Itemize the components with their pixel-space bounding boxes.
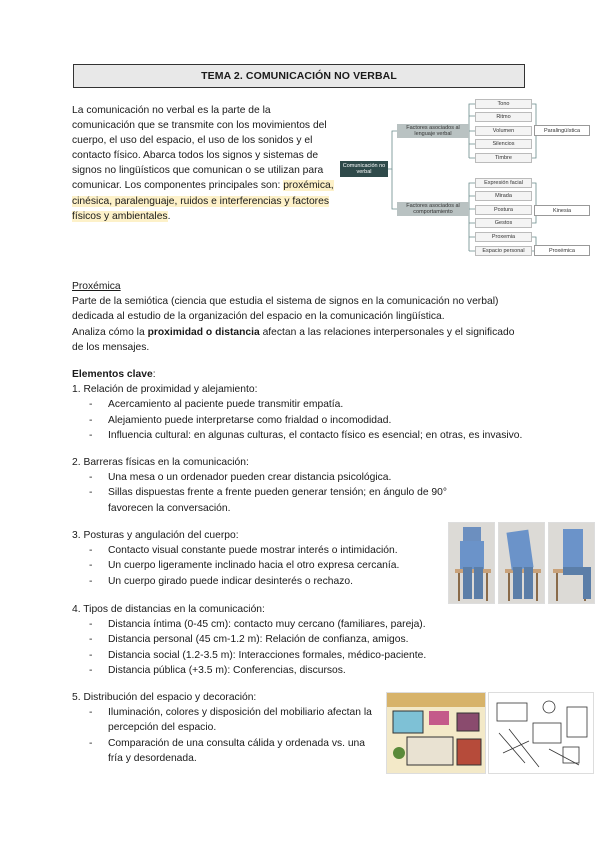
- p2-end: afectan a las relaciones interpersonales y el significado de los mensajes.: [72, 326, 515, 353]
- list-item: - Un cuerpo girado puede indicar desinterés o rechazo.: [72, 574, 442, 589]
- intro-text: La comunicación no verbal es la parte de la comunicación que se transmite con los movimientos del cuerpo, el uso del espacio, el uso de los sonidos y el contacto físico. Abarca todos los signos y sistemas de signos no lingüísticos que comunican o se utilizan para comunicar. Los componentes principales son:: [72, 105, 327, 192]
- s5-heading: 5. Distribución del espacio y decoración:: [72, 692, 257, 703]
- elementos-title: Elementos clave: [72, 369, 153, 380]
- list-item: - Iluminación, colores y disposición del mobiliario afectan la percepción del espacio.: [72, 705, 372, 735]
- diagram-leaf: Mirada: [475, 191, 532, 201]
- diagram-leaf: Expresión facial: [475, 178, 532, 188]
- list-item: - Acercamiento al paciente puede transmitir empatía.: [72, 397, 562, 412]
- diagram-output-kinesia: Kinesia: [534, 205, 590, 216]
- p2-bold: proximidad o distancia: [147, 326, 260, 338]
- diagram-leaf: Timbre: [475, 153, 532, 163]
- page-title-text: TEMA 2. COMUNICACIÓN NO VERBAL: [201, 70, 397, 82]
- diagram-output-proxemica: Proxémica: [534, 245, 590, 256]
- diagram-group-comportamiento: Factores asociados al comportamiento: [397, 202, 469, 216]
- proxemica-paragraph-1: Parte de la semiótica (ciencia que estudia el sistema de signos en la comunicación no verbal) dedicada al estudio de la organización del espacio en la comunicación lingüística.: [72, 296, 499, 323]
- list-item: - Distancia personal (45 cm-1.2 m): Relación de confianza, amigos.: [72, 632, 492, 647]
- s2-section: [72, 455, 492, 516]
- list-item: - Influencia cultural: en algunas culturas, el contacto físico es esencial; en otras, es invasivo.: [72, 428, 562, 443]
- list-item: - Contacto visual constante puede mostrar interés o intimidación.: [72, 543, 442, 558]
- intro-paragraph: [72, 103, 334, 224]
- diagram-leaf: Gestos: [475, 218, 532, 228]
- list-item: - Un cuerpo ligeramente inclinado hacia el otro expresa cercanía.: [72, 558, 442, 573]
- concept-diagram: [338, 95, 594, 259]
- diagram-leaf: Proxemia: [475, 232, 532, 242]
- diagram-leaf: Tono: [475, 99, 532, 109]
- page-title: [73, 64, 525, 88]
- diagram-group-verbal: Factores asociados al lenguaje verbal: [397, 124, 469, 138]
- s4-list: [72, 617, 492, 678]
- proxemica-title: Proxémica: [72, 281, 121, 292]
- diagram-leaf: Postura: [475, 205, 532, 215]
- proxemica-section: [72, 279, 522, 355]
- s4-section: [72, 602, 492, 678]
- list-item: - Distancia íntima (0-45 cm): contacto muy cercano (familiares, pareja).: [72, 617, 492, 632]
- posture-photo-2: [498, 522, 545, 604]
- s1-list: [72, 397, 562, 443]
- elementos-colon: :: [152, 369, 156, 380]
- elementos-section: [72, 367, 562, 443]
- diagram-leaf: Espacio personal: [475, 246, 532, 256]
- s1-heading: 1. Relación de proximidad y alejamiento:: [72, 384, 258, 396]
- diagram-leaf: Ritmo: [475, 112, 532, 122]
- warm-room-icon: [387, 693, 486, 774]
- list-item: - Distancia social (1.2-3.5 m): Interacciones formales, médico-paciente.: [72, 648, 492, 663]
- diagram-leaf: Volumen: [475, 126, 532, 136]
- person-leaning-icon: [499, 523, 545, 604]
- person-sitting-icon: [449, 523, 495, 604]
- intro-highlight: proxémica, cinésica, paralenguaje, ruidos e interferencias y factores físicos y ambientales: [72, 180, 334, 222]
- list-item: - Una mesa o un ordenador pueden crear distancia psicológica.: [72, 470, 492, 485]
- p2-start: Analiza cómo la: [72, 326, 148, 338]
- s2-heading: 2. Barreras físicas en la comunicación:: [72, 457, 249, 468]
- s3-list: [72, 543, 442, 589]
- cold-room-icon: [489, 693, 594, 774]
- diagram-leaf: Silencios: [475, 139, 532, 149]
- cold-room-illustration: [488, 692, 594, 774]
- list-item: - Sillas dispuestas frente a frente pueden generar tensión; en ángulo de 90° favorecen la conversación.: [72, 485, 492, 515]
- warm-room-illustration: [386, 692, 486, 774]
- diagram-root-node: Comunicación no verbal: [340, 161, 388, 177]
- s5-list: [72, 705, 372, 766]
- list-item: - Distancia pública (+3.5 m): Conferencias, discursos.: [72, 663, 492, 678]
- s3-heading: 3. Posturas y angulación del cuerpo:: [72, 530, 239, 541]
- intro-end: .: [167, 210, 171, 222]
- list-item: - Comparación de una consulta cálida y ordenada vs. una fría y desordenada.: [72, 736, 372, 766]
- s4-heading: 4. Tipos de distancias en la comunicación:: [72, 604, 265, 615]
- person-turned-icon: [549, 523, 595, 604]
- diagram-output-paralinguistica: Paralingüística: [534, 125, 590, 136]
- s5-section: [72, 690, 372, 766]
- posture-photo-3: [548, 522, 595, 604]
- s3-section: [72, 528, 442, 589]
- posture-photo-1: [448, 522, 495, 604]
- diagram-connectors: [338, 95, 594, 259]
- proxemica-paragraph-2: [72, 325, 522, 355]
- elementos-heading: [72, 367, 562, 382]
- s2-list: [72, 470, 492, 516]
- list-item: - Alejamiento puede interpretarse como frialdad o incomodidad.: [72, 413, 562, 428]
